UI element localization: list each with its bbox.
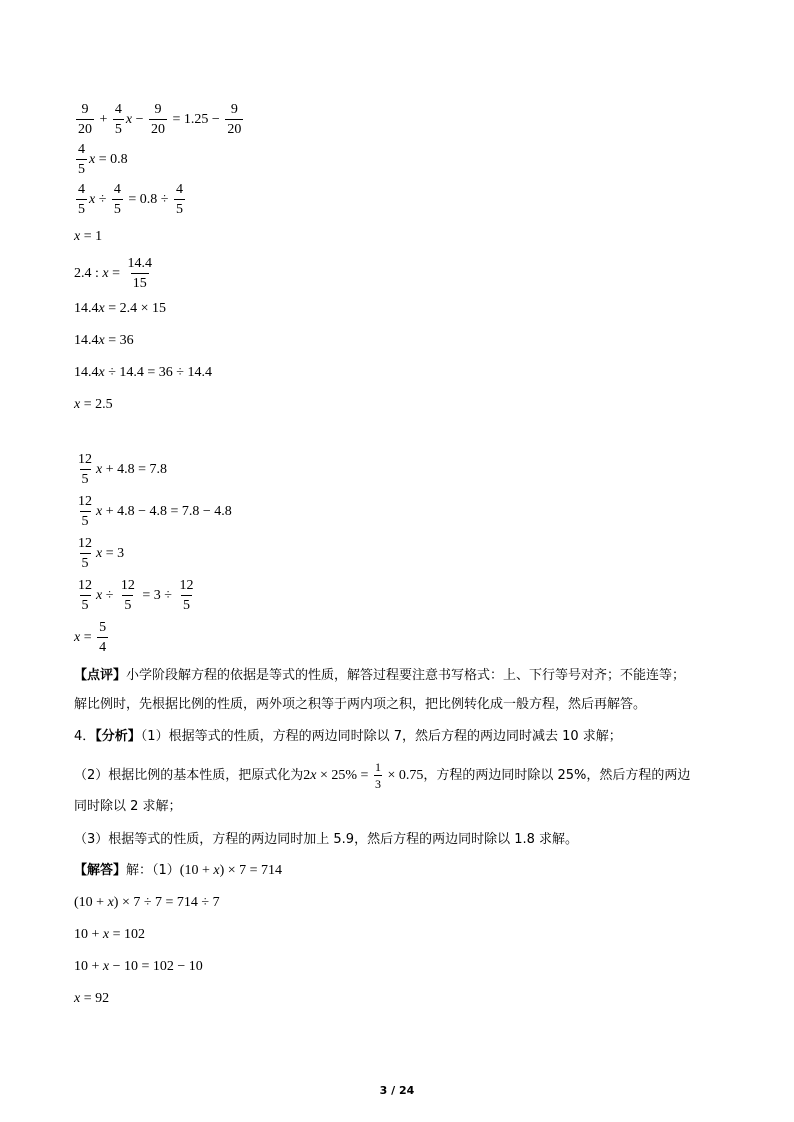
- equation-line: x = 1: [74, 229, 103, 244]
- analysis-point-2-cont: 同时除以 2 求解；: [74, 799, 182, 814]
- equation-line: x = 92: [74, 991, 110, 1006]
- comment-paragraph: 【点评】小学阶段解方程的依据是等式的性质，解答过程要注意书写格式：上、下行等号对齐；不能连等；: [74, 668, 686, 683]
- fraction: $\frac{9}{20}$: [227, 102, 242, 137]
- equation-line: $\frac{12}{5}$ x + 4.8 − 4.8 = 7.8 − 4.8: [78, 494, 232, 529]
- solution-tag: 【解答】: [74, 863, 127, 878]
- fraction: $\frac{14.4}{15}$: [127, 256, 153, 291]
- fraction: $\frac{4}{5}$: [176, 182, 183, 217]
- equation-line: $\frac{12}{5}$ x + 4.8 = 7.8: [78, 452, 168, 487]
- equation-line: $\frac{12}{5}$ x ÷ $\frac{12}{5}$ = 3 ÷ $\frac{12}{5}$: [78, 578, 194, 613]
- equation-line: (10 + x ) × 7 ÷ 7 = 714 ÷ 7: [74, 895, 220, 910]
- equation-line: 14.4 x = 36: [74, 333, 134, 348]
- equation-line: $\frac{12}{5}$ x = 3: [78, 536, 125, 571]
- fraction: $\frac{12}{5}$: [120, 578, 135, 613]
- fraction: $\frac{4}{5}$: [114, 102, 122, 137]
- equation-line: $\frac{4}{5}$ x ÷ $\frac{4}{5}$ = 0.8 ÷ $\frac{4}{5}$: [78, 182, 183, 217]
- equation-line: 2.4 : x = $\frac{14.4}{15}$: [74, 256, 153, 291]
- equation-line: 14.4 x ÷ 14.4 = 36 ÷ 14.4: [74, 365, 212, 380]
- inline-equation: 2 x × 25% = $\frac{1}{3}$ × 0.75: [303, 760, 424, 791]
- fraction: $\frac{9}{20}$: [78, 102, 92, 137]
- fraction: $\frac{12}{5}$: [78, 536, 92, 571]
- equation-line: x = 2.5: [74, 397, 113, 412]
- comment-tag: 【点评】: [74, 668, 127, 683]
- solution-paragraph: 【解答】解：（1）(10 + x) × 7 = 714: [74, 863, 283, 878]
- fraction: $\frac{5}{4}$: [99, 620, 107, 655]
- equation-line: 14.4 x = 2.4 × 15: [74, 301, 167, 316]
- analysis-point-3: （3）根据等式的性质，方程的两边同时加上 5.9，然后方程的两边同时除以 1.8 求解。: [74, 832, 579, 847]
- fraction: $\frac{12}{5}$: [78, 452, 92, 487]
- equation-line: $\frac{9}{20}$ + $\frac{4}{5}$ x − $\frac{9}{20}$ = 1.25 − $\frac{9}{20}$: [78, 102, 242, 137]
- equation-line: 10 + x − 10 = 102 − 10: [74, 959, 203, 974]
- fraction: $\frac{4}{5}$: [78, 142, 85, 177]
- fraction: $\frac{12}{5}$: [179, 578, 194, 613]
- analysis-tag: 【分析】: [95, 729, 141, 744]
- fraction: $\frac{4}{5}$: [78, 182, 85, 217]
- equation-line: x = $\frac{5}{4}$: [74, 620, 107, 655]
- solution-equation: (10 + x) × 7 = 714: [179, 863, 283, 878]
- fraction: $\frac{12}{5}$: [78, 494, 92, 529]
- equation-line: 10 + x = 102: [74, 927, 146, 942]
- fraction: $\frac{9}{20}$: [151, 102, 166, 137]
- fraction: $\frac{1}{3}$: [374, 760, 381, 791]
- page-number: 3 / 24: [379, 1084, 415, 1097]
- fraction: $\frac{12}{5}$: [78, 578, 92, 613]
- analysis-point-2: （2）根据比例的基本性质，把原式化为 2 x × 25% = $\frac{1}{3}$ × 0.75 ，方程的两边同时除以 25%，然后方程的两边: [74, 760, 691, 791]
- comment-paragraph-line2: 解比例时，先根据比例的性质，两外项之积等于两内项之积，把比例转化成一般方程，然后再解答。: [74, 697, 647, 712]
- analysis-paragraph: 4．【分析】（1）根据等式的性质，方程的两边同时除以 7，然后方程的两边同时减去 10 求解；: [74, 729, 622, 744]
- equation-line: $\frac{4}{5}$ x = 0.8: [78, 142, 128, 177]
- fraction: $\frac{4}{5}$: [113, 182, 121, 217]
